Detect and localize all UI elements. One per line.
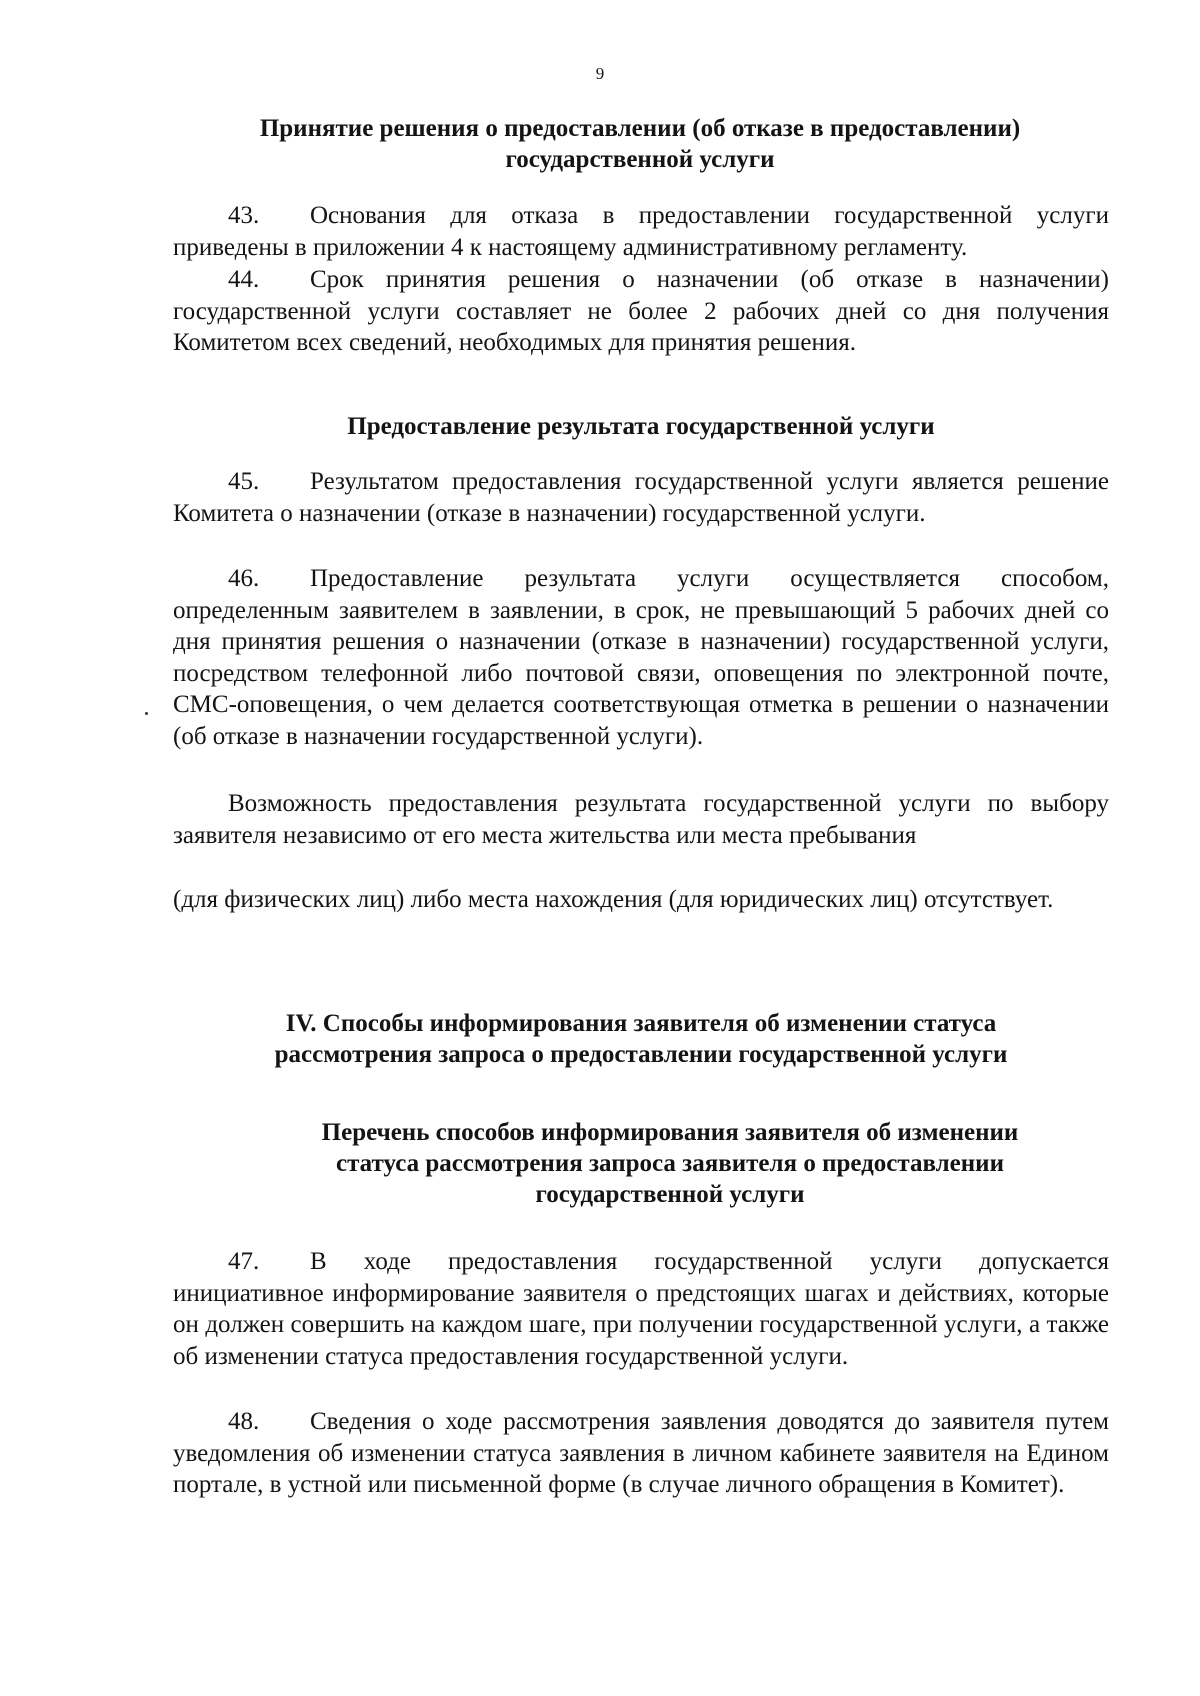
heading-decision <box>200 113 1080 175</box>
paragraph-text: В ходе предоставления государственной услуги допускается инициативное информирование заявителя о предстоящих шагах и действиях, которые он должен совершить на каждом шаге, при получении государственной услуги, а также об изменении статуса предоставления государственной услуги. <box>173 1248 1109 1370</box>
paragraph-text: (для физических лиц) либо места нахождения (для юридических лиц) отсутствует. <box>173 886 1054 913</box>
paragraph-text: Основания для отказа в предоставлении государственной услуги приведены в приложении 4 к настоящему административному регламенту. <box>173 202 1109 261</box>
paragraph-text: Возможность предоставления результата государственной услуги по выбору заявителя независимо от его места жительства или места пребывания <box>173 790 1109 849</box>
paragraph-text: Срок принятия решения о назначении (об отказе в назначении) государственной услуги составляет не более 2 рабочих дней со дня получения Комитетом всех сведений, необходимых для принятия решения. <box>173 266 1109 356</box>
section-iv-title <box>173 1008 1109 1070</box>
paragraph-46 <box>173 563 1109 752</box>
paragraph-46-continued <box>173 788 1109 851</box>
section-iv-title-line-1: IV. Способы информирования заявителя об изменении статуса <box>285 1010 997 1037</box>
paragraph-text: Сведения о ходе рассмотрения заявления доводятся до заявителя путем уведомления об изменении статуса заявления в личном кабинете заявителя на Едином портале, в устной или письменной форме (в случае личного обращения в Комитет). <box>173 1408 1109 1498</box>
paragraph-text: Результатом предоставления государственной услуги является решение Комитета о назначении (отказе в назначении) государственной услуги. <box>173 468 1109 527</box>
heading-line-3: государственной услуги <box>535 1181 805 1208</box>
paragraph-44 <box>173 264 1109 359</box>
heading-notification-methods <box>230 1117 1110 1210</box>
paragraph-43 <box>173 200 1109 263</box>
paragraph-47 <box>173 1246 1109 1372</box>
paragraph-number: 43. <box>228 202 260 229</box>
scan-speck <box>145 712 148 715</box>
paragraph-48 <box>173 1406 1109 1501</box>
paragraph-46-continued-2 <box>173 884 1109 916</box>
heading-result-text: Предоставление результата государственной услуги <box>347 413 935 440</box>
heading-line-2: статуса рассмотрения запроса заявителя о предоставлении <box>336 1150 1004 1177</box>
heading-decision-text: Принятие решения о предоставлении (об отказе в предоставлении) государственной услуги <box>259 115 1021 173</box>
heading-line-1: Перечень способов информирования заявителя об изменении <box>321 1119 1019 1146</box>
paragraph-number: 45. <box>228 468 260 495</box>
heading-result <box>173 411 1109 442</box>
paragraph-number: 46. <box>228 565 260 592</box>
section-iv-title-line-2: рассмотрения запроса о предоставлении государственной услуги <box>274 1041 1008 1068</box>
paragraph-number: 47. <box>228 1248 260 1275</box>
paragraph-number: 48. <box>228 1408 260 1435</box>
paragraph-number: 44. <box>228 266 260 293</box>
paragraph-45 <box>173 466 1109 529</box>
paragraph-text: Предоставление результата услуги осуществляется способом, определенным заявителем в заявлении, в срок, не превышающий 5 рабочих дней со дня принятия решения о назначении (отказе в назначении) государственной услуги, посредством телефонной либо почтовой связи, оповещения по электронной почте, СМС-оповещения, о чем делается соответствующая отметка в решении о назначении (об отказе в назначении государственной услуги). <box>173 565 1109 750</box>
page-number: 9 <box>595 64 605 83</box>
